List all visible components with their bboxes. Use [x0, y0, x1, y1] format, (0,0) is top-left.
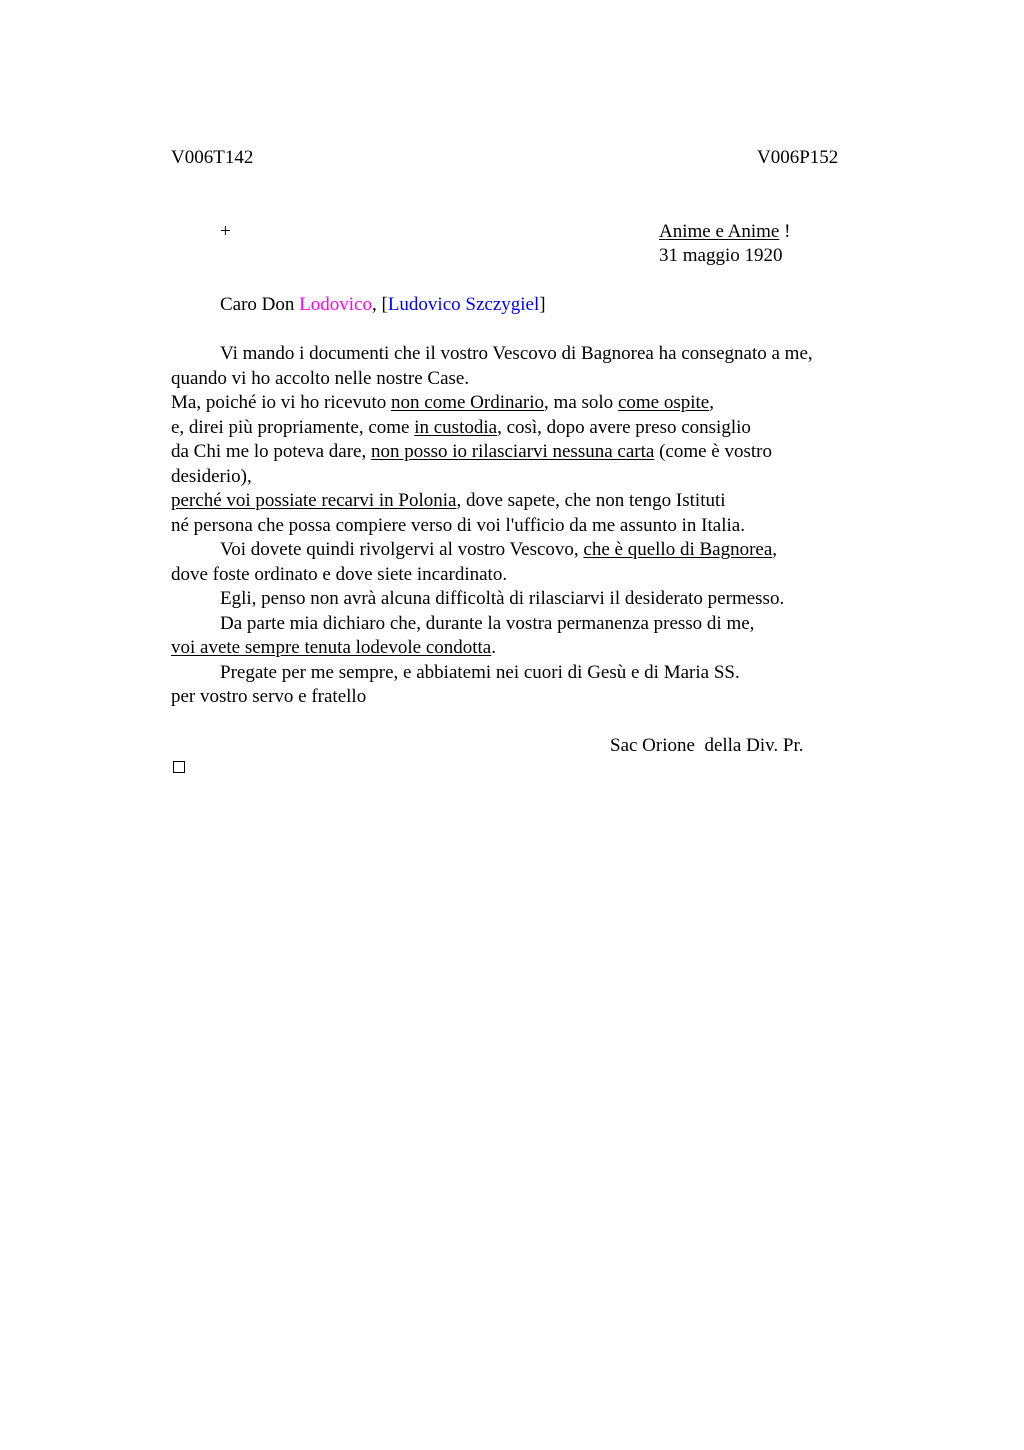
motto: Anime e Anime [659, 221, 780, 242]
motto-exclaim: ! [779, 221, 791, 242]
text-run: Voi dovete quindi rivolgervi al vostro Vescovo, [220, 539, 584, 560]
body-line [171, 391, 714, 416]
body-line [220, 538, 777, 563]
text-run: , così, dopo avere preso consiglio [497, 417, 751, 438]
page-code-right: V006P152 [757, 147, 839, 168]
body-line: Pregate per me sempre, e abbiatemi nei cuori di Gesù e di Maria SS. [220, 662, 740, 683]
body-line [171, 416, 751, 441]
text-run: . [491, 637, 496, 658]
text-run: , dove sapete, che non tengo Istituti [456, 490, 726, 511]
body-line: Egli, penso non avrà alcuna difficoltà di rilasciarvi il desiderato permesso. [220, 588, 785, 609]
body-line: per vostro servo e fratello [171, 686, 367, 707]
body-line [171, 440, 772, 465]
salutation-close: ] [539, 294, 546, 315]
text-run: e, direi più propriamente, come [171, 417, 415, 438]
cross-mark: + [220, 221, 231, 242]
text-run: (come è vostro [654, 441, 772, 462]
salutation [220, 293, 546, 318]
body-line: dove foste ordinato e dove siete incardinato. [171, 564, 508, 585]
text-run: Ma, poiché io vi ho ricevuto [171, 392, 392, 413]
underlined-phrase: non posso io rilasciarvi nessuna carta [370, 441, 655, 462]
body-line: quando vi ho accolto nelle nostre Case. [171, 368, 470, 389]
underlined-phrase: come ospite [617, 392, 710, 413]
underlined-phrase: in custodia [414, 417, 498, 438]
recipient-fullname: Ludovico Szczygiel [387, 294, 540, 315]
salutation-separator: , [ [371, 294, 388, 315]
text-run: da Chi me lo poteva dare, [171, 441, 371, 462]
body-line [171, 636, 496, 661]
end-square-icon [173, 761, 185, 773]
body-line: Da parte mia dichiaro che, durante la vostra permanenza presso di me, [220, 613, 755, 634]
text-run: , [772, 539, 778, 560]
recipient-name: Lodovico [299, 294, 372, 315]
salutation-prefix: Caro Don [220, 294, 300, 315]
body-line: Vi mando i documenti che il vostro Vescovo di Bagnorea ha consegnato a me, [220, 343, 813, 364]
underlined-phrase: non come Ordinario [391, 392, 545, 413]
document-code-left: V006T142 [171, 147, 254, 168]
body-line: né persona che possa compiere verso di voi l'ufficio da me assunto in Italia. [171, 515, 745, 536]
body-line: desiderio), [171, 466, 252, 487]
text-run: , ma solo [544, 392, 618, 413]
letter-date: 31 maggio 1920 [659, 245, 783, 266]
signature: Sac Orione della Div. Pr. [610, 735, 804, 756]
text-run: , [709, 392, 714, 413]
underlined-phrase: che è quello di Bagnorea [583, 539, 773, 560]
body-line [171, 489, 726, 514]
underlined-phrase: voi avete sempre tenuta lodevole condotta [171, 637, 492, 658]
motto-line [659, 220, 790, 245]
underlined-phrase: perché voi possiate recarvi in Polonia [171, 490, 457, 511]
